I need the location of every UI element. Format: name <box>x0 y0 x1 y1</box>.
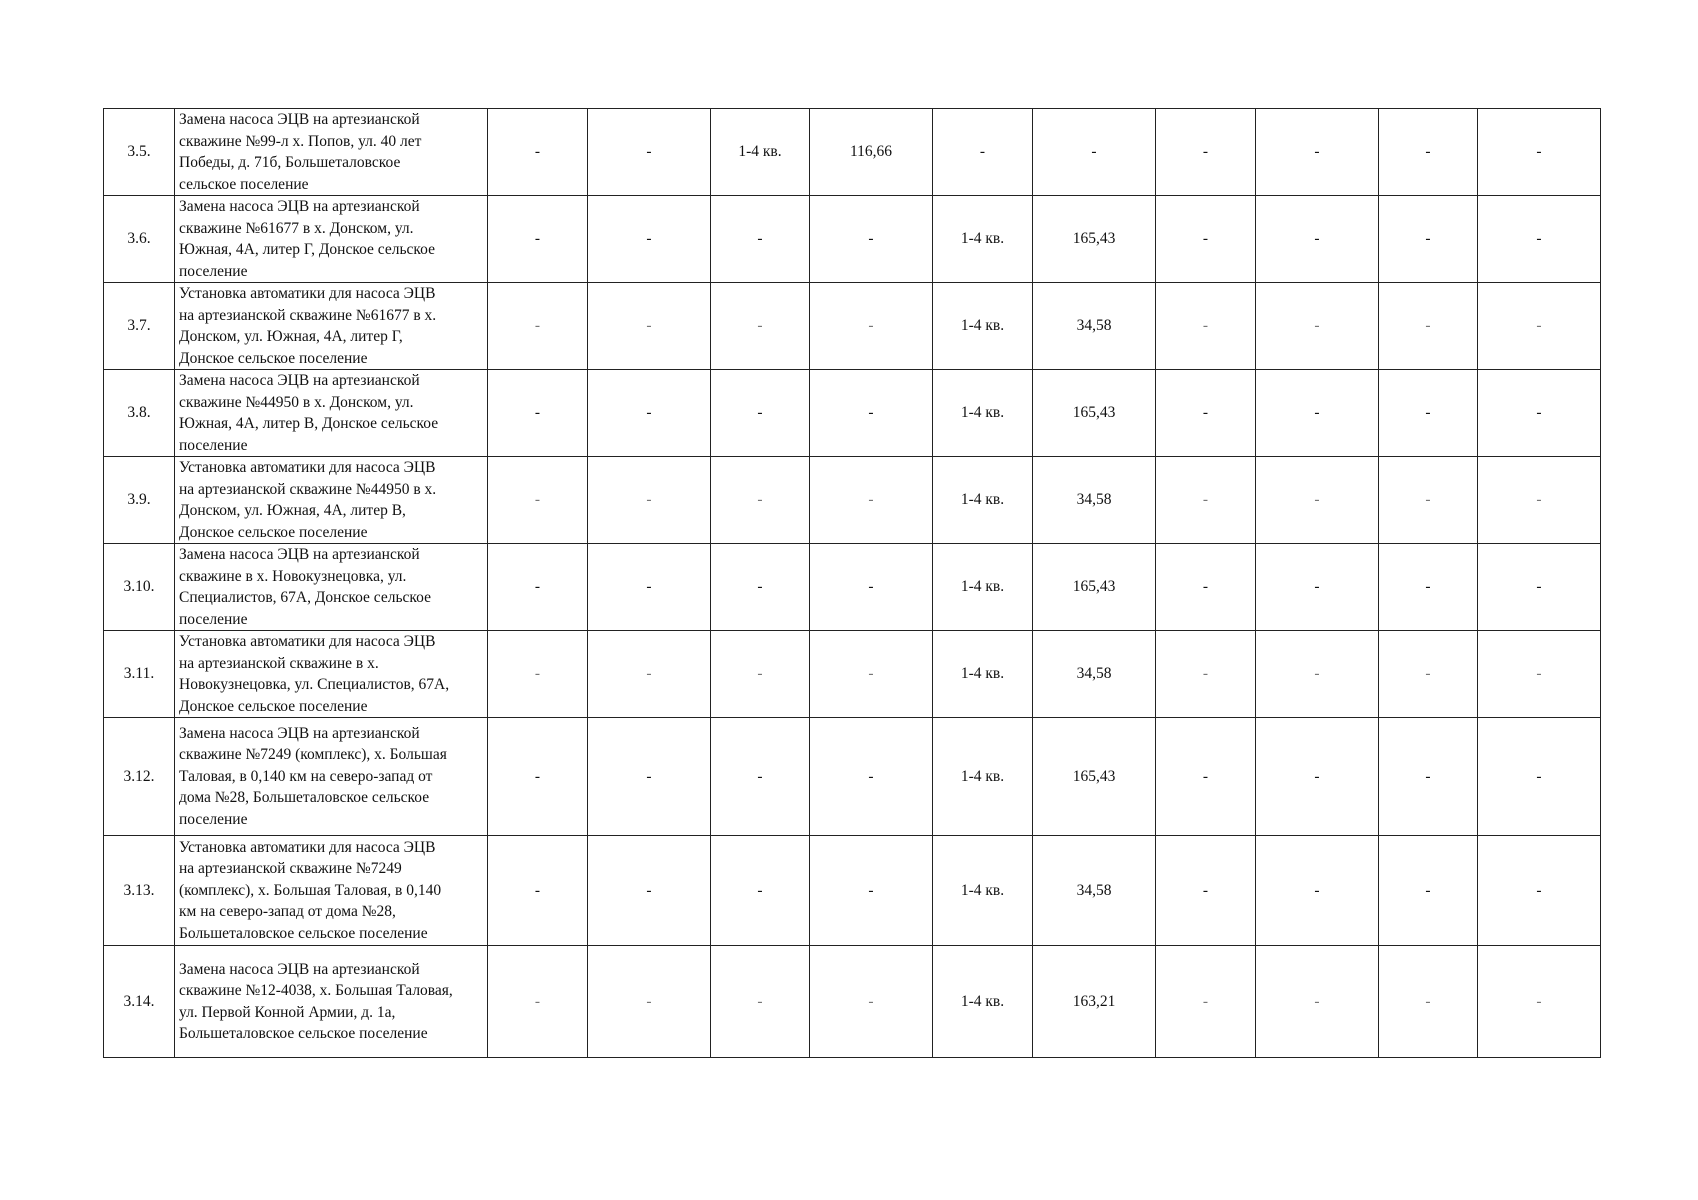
value-cell: - <box>488 457 588 544</box>
row-description-text: Замена насоса ЭЦВ на артезианской скважине №61677 в х. Донском, ул. Южная, 4А, литер Г, Донское сельское поселение <box>179 198 435 280</box>
value-cell: - <box>1379 718 1478 836</box>
table-row <box>104 946 1601 1058</box>
table-row <box>104 836 1601 946</box>
value-cell: - <box>1478 946 1601 1058</box>
value-cell: - <box>488 283 588 370</box>
period-cell: 1-4 кв. <box>933 946 1033 1058</box>
amount-cell: 34,58 <box>1033 631 1156 718</box>
value-cell: - <box>810 544 933 631</box>
value-cell: - <box>1256 109 1379 196</box>
period-cell: 1-4 кв. <box>933 283 1033 370</box>
value-cell: - <box>1156 946 1256 1058</box>
value-cell: - <box>588 544 711 631</box>
row-number-cell: 3.9. <box>104 457 175 544</box>
value-cell: - <box>1478 196 1601 283</box>
value-cell: - <box>1379 109 1478 196</box>
value-cell: - <box>1156 718 1256 836</box>
period-cell: 1-4 кв. <box>933 544 1033 631</box>
value-cell: - <box>488 370 588 457</box>
value-cell: - <box>1256 283 1379 370</box>
value-cell: - <box>1156 836 1256 946</box>
value-cell: - <box>1478 544 1601 631</box>
value-cell: - <box>1156 370 1256 457</box>
value-cell: - <box>1156 457 1256 544</box>
works-table <box>103 108 1601 1058</box>
period-cell: 1-4 кв. <box>933 457 1033 544</box>
value-cell: - <box>711 370 810 457</box>
value-cell: - <box>1379 196 1478 283</box>
value-cell: - <box>810 283 933 370</box>
value-cell: - <box>1478 370 1601 457</box>
value-cell: - <box>711 196 810 283</box>
value-cell: - <box>488 196 588 283</box>
value-cell: - <box>810 946 933 1058</box>
value-cell: - <box>810 196 933 283</box>
value-cell: - <box>711 836 810 946</box>
row-description-cell <box>175 457 488 544</box>
table-row <box>104 718 1601 836</box>
value-cell: - <box>1156 631 1256 718</box>
amount-cell: 34,58 <box>1033 283 1156 370</box>
row-description-text: Замена насоса ЭЦВ на артезианской скважине в х. Новокузнецовка, ул. Специалистов, 67А, Донское сельское поселение <box>179 546 431 628</box>
value-cell: - <box>1379 946 1478 1058</box>
value-cell: - <box>711 544 810 631</box>
value-cell: - <box>1156 283 1256 370</box>
value-cell: - <box>1256 631 1379 718</box>
value-cell: - <box>1156 544 1256 631</box>
value-cell: - <box>1156 196 1256 283</box>
value-cell: - <box>588 196 711 283</box>
value-cell: - <box>1256 370 1379 457</box>
row-description-text: Установка автоматики для насоса ЭЦВ на артезианской скважине №61677 в х. Донском, ул. Южная, 4А, литер Г, Донское сельское поселение <box>179 285 437 367</box>
amount-cell: 34,58 <box>1033 457 1156 544</box>
value-cell: - <box>711 457 810 544</box>
period-cell: 1-4 кв. <box>933 196 1033 283</box>
value-cell: - <box>1379 544 1478 631</box>
table-row <box>104 283 1601 370</box>
amount-cell: 165,43 <box>1033 196 1156 283</box>
row-description-text: Установка автоматики для насоса ЭЦВ на артезианской скважине №7249 (комплекс), х. Большая Таловая, в 0,140 км на северо-запад от дома №28, Большеталовское сельское поселение <box>179 838 442 942</box>
amount-cell: 165,43 <box>1033 718 1156 836</box>
row-description-text: Установка автоматики для насоса ЭЦВ на артезианской скважине в х. Новокузнецовка, ул. Специалистов, 67А, Донское сельское поселение <box>179 633 450 715</box>
row-number-cell: 3.5. <box>104 109 175 196</box>
value-cell: - <box>1256 718 1379 836</box>
table-row <box>104 544 1601 631</box>
value-cell: - <box>488 718 588 836</box>
value-cell: - <box>588 283 711 370</box>
row-description-cell <box>175 718 488 836</box>
value-cell: - <box>1379 631 1478 718</box>
period-cell: 1-4 кв. <box>933 631 1033 718</box>
table-body <box>104 109 1601 1058</box>
value-cell: - <box>588 370 711 457</box>
row-number-cell: 3.11. <box>104 631 175 718</box>
period-cell: 1-4 кв. <box>933 836 1033 946</box>
value-cell: - <box>1478 457 1601 544</box>
value-cell: - <box>711 946 810 1058</box>
value-cell: - <box>1256 196 1379 283</box>
value-cell: - <box>1033 109 1156 196</box>
row-description-cell <box>175 836 488 946</box>
value-cell: - <box>1379 836 1478 946</box>
row-description-text: Замена насоса ЭЦВ на артезианской скважине №44950 в х. Донском, ул. Южная, 4А, литер В, Донское сельское поселение <box>179 372 439 454</box>
value-cell: - <box>711 718 810 836</box>
amount-cell: 165,43 <box>1033 370 1156 457</box>
table-row <box>104 457 1601 544</box>
value-cell: - <box>1256 544 1379 631</box>
period-cell: 1-4 кв. <box>711 109 810 196</box>
row-description-cell <box>175 370 488 457</box>
amount-cell: 165,43 <box>1033 544 1156 631</box>
row-number-cell: 3.8. <box>104 370 175 457</box>
row-number-cell: 3.14. <box>104 946 175 1058</box>
value-cell: - <box>933 109 1033 196</box>
value-cell: - <box>488 544 588 631</box>
value-cell: - <box>810 836 933 946</box>
value-cell: - <box>488 109 588 196</box>
value-cell: - <box>1156 109 1256 196</box>
row-description-text: Замена насоса ЭЦВ на артезианской скважине №99-л х. Попов, ул. 40 лет Победы, д. 71б, Большеталовское сельское поселение <box>179 111 422 193</box>
value-cell: - <box>711 631 810 718</box>
value-cell: - <box>488 836 588 946</box>
period-cell: 1-4 кв. <box>933 370 1033 457</box>
value-cell: - <box>711 283 810 370</box>
value-cell: - <box>488 631 588 718</box>
table-row <box>104 631 1601 718</box>
row-number-cell: 3.12. <box>104 718 175 836</box>
row-description-cell <box>175 631 488 718</box>
amount-cell: 34,58 <box>1033 836 1156 946</box>
row-description-text: Установка автоматики для насоса ЭЦВ на артезианской скважине №44950 в х. Донском, ул. Южная, 4А, литер В, Донское сельское поселение <box>179 459 437 541</box>
value-cell: - <box>1478 836 1601 946</box>
row-description-text: Замена насоса ЭЦВ на артезианской скважине №7249 (комплекс), х. Большая Таловая, в 0,140 км на северо-запад от дома №28, Большеталовское сельское поселение <box>179 724 447 828</box>
value-cell: - <box>588 631 711 718</box>
amount-cell: 116,66 <box>810 109 933 196</box>
period-cell: 1-4 кв. <box>933 718 1033 836</box>
value-cell: - <box>1256 946 1379 1058</box>
value-cell: - <box>1478 109 1601 196</box>
row-description-cell <box>175 946 488 1058</box>
table-row <box>104 196 1601 283</box>
value-cell: - <box>1379 457 1478 544</box>
value-cell: - <box>1256 457 1379 544</box>
row-description-cell <box>175 196 488 283</box>
value-cell: - <box>588 946 711 1058</box>
row-description-text: Замена насоса ЭЦВ на артезианской скважине №12-4038, х. Большая Таловая, ул. Первой Конной Армии, д. 1а, Большеталовское сельское поселение <box>179 960 453 1042</box>
row-number-cell: 3.10. <box>104 544 175 631</box>
row-description-cell <box>175 544 488 631</box>
value-cell: - <box>588 718 711 836</box>
value-cell: - <box>488 946 588 1058</box>
row-number-cell: 3.7. <box>104 283 175 370</box>
row-number-cell: 3.13. <box>104 836 175 946</box>
value-cell: - <box>588 836 711 946</box>
value-cell: - <box>1478 718 1601 836</box>
value-cell: - <box>810 631 933 718</box>
value-cell: - <box>810 457 933 544</box>
value-cell: - <box>1478 283 1601 370</box>
amount-cell: 163,21 <box>1033 946 1156 1058</box>
value-cell: - <box>1379 283 1478 370</box>
value-cell: - <box>588 457 711 544</box>
row-number-cell: 3.6. <box>104 196 175 283</box>
table-row <box>104 109 1601 196</box>
value-cell: - <box>588 109 711 196</box>
row-description-cell <box>175 109 488 196</box>
value-cell: - <box>1379 370 1478 457</box>
value-cell: - <box>810 718 933 836</box>
value-cell: - <box>1478 631 1601 718</box>
table-row <box>104 370 1601 457</box>
value-cell: - <box>1256 836 1379 946</box>
value-cell: - <box>810 370 933 457</box>
row-description-cell <box>175 283 488 370</box>
